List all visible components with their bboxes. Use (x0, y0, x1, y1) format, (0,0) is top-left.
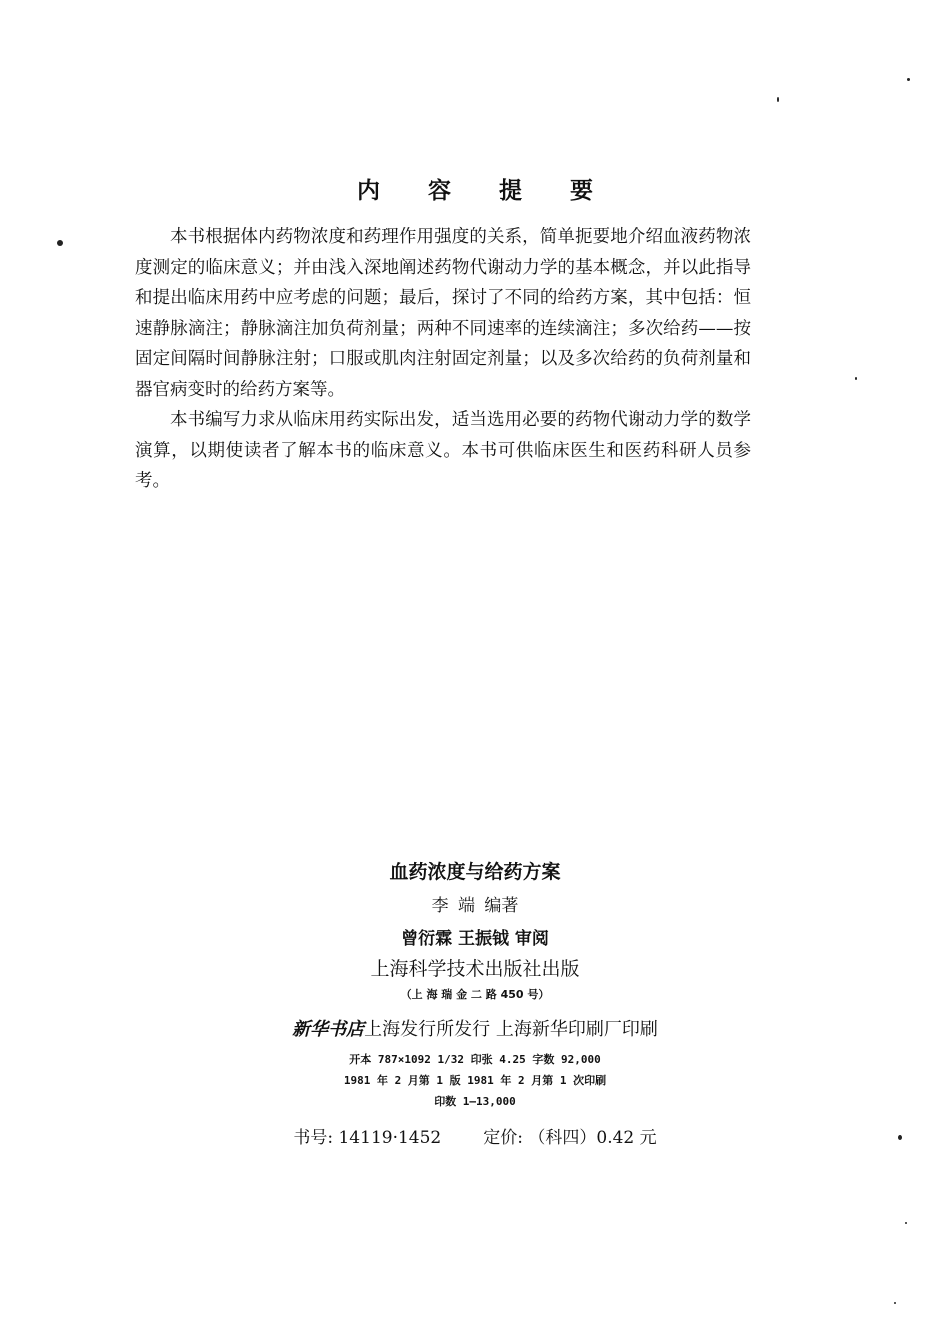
price: 定价: （科四）0.42 元 (483, 1128, 657, 1148)
page-title: 内 容 提 要 (356, 178, 614, 204)
format-line: 开本 787×1092 1/32 印张 4.25 字数 92,000 (349, 1053, 601, 1066)
abstract-paragraph-1: 本书根据体内药物浓度和药理作用强度的关系，简单扼要地介绍血液药物浓度测定的临床意义；并由浅入深地阐述药物代谢动力学的基本概念，并以此指导和提出临床用药中应考虑的问题；最后，探讨了不同的给药方案，其中包括：恒速静脉滴注；静脉滴注加负荷剂量；两种不同速率的连续滴注；多次给药——按固定间隔时间静脉注射；口服或肌肉注射固定剂量；以及多次给药的负荷剂量和器官病变时的给药方案等。 (135, 227, 751, 400)
scan-speck (57, 240, 63, 246)
book-title: 血药浓度与给药方案 (389, 861, 561, 883)
scan-speck (905, 1222, 907, 1224)
scan-speck (898, 1135, 902, 1140)
scan-speck (855, 377, 857, 380)
abstract (135, 222, 751, 497)
scan-speck (777, 97, 779, 102)
distribution-printing-text: 上海发行所发行 上海新华印刷厂印刷 (364, 1019, 658, 1040)
imprint-block (0, 855, 950, 1158)
author-line: 李 端 编著 (431, 896, 519, 916)
abstract-paragraph-2: 本书编写力求从临床用药实际出发，适当选用必要的药物代谢动力学的数学演算，以期使读者了解本书的临床意义。本书可供临床医生和医药科研人员参考。 (135, 410, 751, 491)
publisher-address: （上 海 瑞 金 二 路 450 号） (400, 988, 550, 1001)
scan-speck (894, 1302, 896, 1304)
publisher-line: 上海科学技术出版社出版 (370, 958, 580, 980)
distributor-logo: 新华书店 (292, 1019, 365, 1040)
book-number-price-line (0, 1118, 950, 1158)
book-number: 书号: 14119·1452 (293, 1128, 442, 1148)
distribution-printing-line (0, 1011, 950, 1049)
reviewer-line: 曾衍霖 王振钺 审阅 (401, 929, 549, 949)
scan-speck (907, 78, 910, 81)
print-run-line: 印数 1—13,000 (434, 1095, 516, 1108)
edition-line: 1981 年 2 月第 1 版 1981 年 2 月第 1 次印刷 (343, 1074, 607, 1087)
